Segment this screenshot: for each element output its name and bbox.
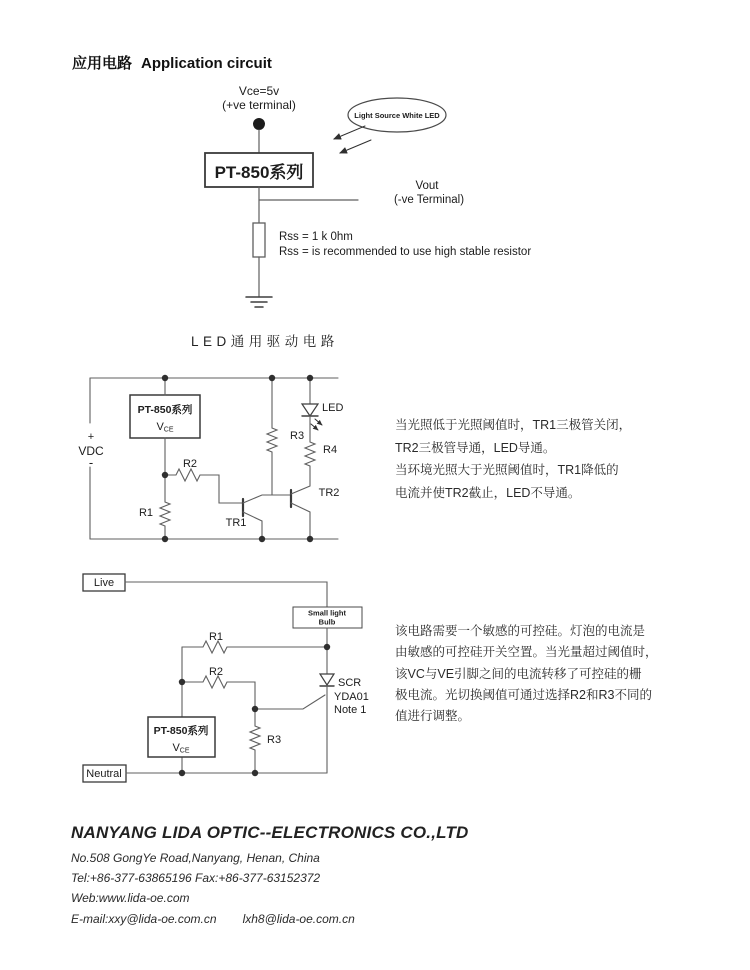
circuit3-description [395, 621, 730, 727]
resistor-r1 [182, 641, 327, 653]
led-label: LED [322, 402, 344, 414]
vce-sub: CE [163, 426, 174, 434]
light-arrows-icon [334, 126, 371, 153]
transistor-tr1 [243, 495, 291, 539]
company-web: Web:www.lida-oe.com [71, 891, 190, 906]
scr-gate-wire [255, 695, 325, 709]
bulb-label-line1: Small light [308, 608, 346, 618]
resistor-r1 [160, 438, 170, 539]
vdc-label: VDC [78, 444, 104, 458]
description-line: 极电流。光切换阈值可通过选择R2和R3不同的 [395, 687, 652, 702]
live-label: Live [93, 577, 115, 589]
circuit-2 [78, 375, 343, 542]
company-email [71, 909, 355, 929]
scr-symbol [255, 674, 334, 773]
pt850-label: PT-850系列 [214, 163, 304, 182]
tr2-label: TR2 [318, 487, 340, 499]
r2-label: R2 [182, 458, 198, 470]
vce-v: V [172, 742, 180, 754]
scr-label: SCR [338, 677, 362, 689]
scr-note-label: Note 1 [334, 704, 367, 716]
description-line: 电流并使TR2截止，LED不导通。 [395, 485, 581, 500]
pt850-label: PT-850系列 [137, 404, 193, 416]
resistor-r4 [305, 416, 315, 468]
r1-label: R1 [208, 631, 224, 643]
description-line: 该VC与VE引脚之间的电流转移了可控硅的栅 [395, 666, 642, 681]
led-symbol [302, 378, 322, 430]
company-email-2: lxh8@lida-oe.com.cn [242, 911, 355, 926]
company-contact-block [71, 848, 355, 929]
resistor-rss [253, 223, 265, 257]
circuit2-description [395, 414, 725, 504]
description-line: 值进行调整。 [395, 709, 471, 724]
vdc-plus-label: + [87, 431, 95, 443]
page-title-en: Application circuit [141, 55, 272, 72]
rss-value-label: Rss = 1 k 0hm [279, 231, 353, 243]
wire [125, 582, 327, 607]
r4-label: R4 [323, 444, 338, 456]
page-title-zh: 应用电路 [72, 55, 133, 72]
description-line: 当环境光照大于光照阈值时，TR1降低的 [395, 463, 619, 477]
r1-label: R1 [138, 507, 154, 519]
r3-label: R3 [267, 734, 282, 746]
vout-label: Vout [415, 180, 439, 192]
resistor-r2 [182, 676, 255, 709]
scr-part-label: YDA01 [334, 691, 369, 703]
vce-v: V [156, 421, 164, 433]
resistor-r3 [250, 709, 260, 773]
company-address: No.508 GongYe Road,Nanyang, Henan, China [71, 851, 320, 865]
ground-icon [246, 297, 272, 307]
positive-terminal-label: (+ve terminal) [222, 98, 296, 112]
section-title-led-driver: LED通用驱动电路 [191, 334, 339, 349]
terminal-dot [253, 118, 265, 130]
resistor-r2 [165, 469, 243, 503]
tr1-label: TR1 [225, 517, 247, 529]
description-line: 该电路需要一个敏感的可控硅。灯泡的电流是 [395, 624, 646, 638]
company-email-1: E-mail:xxy@lida-oe.com.cn [71, 911, 217, 926]
negative-terminal-label: (-ve Terminal) [393, 194, 465, 206]
neutral-label: Neutral [86, 768, 122, 780]
company-tel-fax: Tel:+86-377-63865196 Fax:+86-377-63152372 [71, 871, 321, 886]
circuit3-labels [209, 631, 369, 746]
transistor-tr2 [291, 468, 310, 539]
rss-note-label: Rss = is recommended to use high stable resistor [279, 246, 532, 258]
resistor-r3 [267, 378, 277, 495]
company-name: NANYANG LIDA OPTIC--ELECTRONICS CO.,LTD [71, 823, 469, 842]
bulb-label-line2: Bulb [318, 617, 336, 627]
r2-label: R2 [208, 666, 224, 678]
description-line: 当光照低于光照阈值时，TR1三极管关闭， [395, 418, 632, 432]
pt850-label: PT-850系列 [153, 725, 209, 737]
description-line: TR2三极管导通，LED导通。 [395, 440, 556, 455]
circuit-3 [83, 574, 369, 782]
description-line: 由敏感的可控硅开关空置。当光量超过阈值时， [395, 645, 658, 660]
vce-sub: CE [179, 747, 190, 755]
vce-label: Vce=5v [238, 84, 280, 98]
vdc-minus-label: - [88, 455, 94, 470]
circuit-1 [205, 84, 531, 307]
r3-label: R3 [290, 430, 305, 442]
light-source-label: Light Source White LED [354, 111, 440, 120]
